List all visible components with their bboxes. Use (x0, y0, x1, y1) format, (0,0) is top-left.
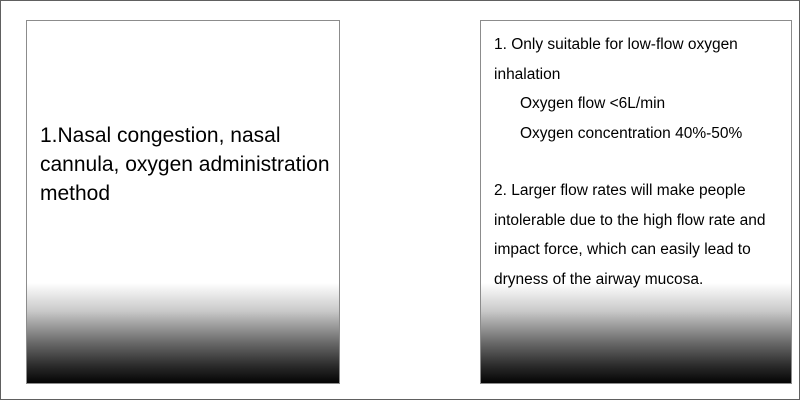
note-high-flow-text: 2. Larger flow rates will make people intolerable due to the high flow rate and impact force, which can easily lead to dryness of the airway mucosa. (494, 182, 766, 288)
method-panel (26, 20, 340, 384)
notes-panel (480, 20, 792, 384)
oxygen-concentration-detail: Oxygen concentration 40%-50% (520, 124, 743, 142)
note-high-flow (494, 176, 786, 294)
note-low-flow (494, 30, 786, 148)
method-title: 1.Nasal congestion, nasal cannula, oxygen administration method (40, 124, 330, 205)
note-low-flow-text: 1. Only suitable for low-flow oxygen inhalation (494, 36, 738, 83)
oxygen-flow-detail: Oxygen flow <6L/min (520, 95, 666, 112)
